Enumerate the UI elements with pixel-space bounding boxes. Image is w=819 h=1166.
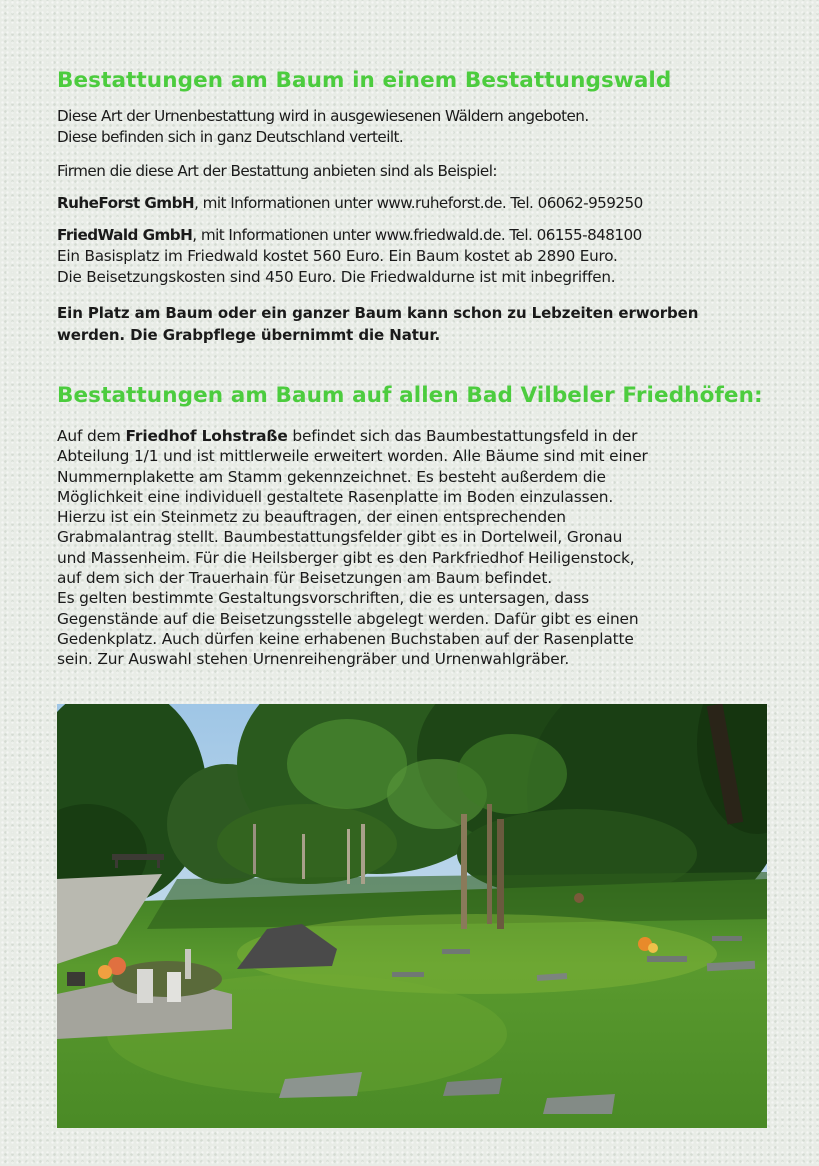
body-line: Gedenkplatz. Auch dürfen keine erhabenen Buchstaben auf der Rasenplatte (57, 629, 634, 648)
cemetery-photo (57, 704, 767, 1128)
body-line: auf dem sich der Trauerhain für Beisetzungen am Baum befindet. (57, 569, 552, 588)
friedhof-lohstrasse: Friedhof Lohstraße (125, 427, 288, 445)
ruheforst-name: RuheForst GmbH (57, 194, 195, 212)
emphasis-line-2: werden. Die Grabpflege übernimmt die Natur. (57, 326, 441, 344)
body-line: sein. Zur Auswahl stehen Urnenreihengräber und Urnenwahlgräber. (57, 650, 570, 669)
ruheforst-entry (57, 193, 643, 214)
friedwald-name: FriedWald GmbH (57, 226, 193, 244)
ruheforst-info: , mit Informationen unter www.ruheforst.de. Tel. 06062-959250 (194, 194, 643, 212)
body-line: Hierzu ist ein Steinmetz zu beauftragen, der einen entsprechenden (57, 508, 566, 527)
body-line: Nummernplakette am Stamm gekennzeichnet. Es besteht außerdem die (57, 467, 606, 486)
friedwald-line-1 (57, 225, 642, 246)
body-line-1-pre: Auf dem (57, 427, 126, 445)
section2-heading: Bestattungen am Baum auf allen Bad Vilbeler Friedhöfen: (57, 383, 763, 408)
section1-intro (57, 106, 589, 148)
body-line: und Massenheim. Für die Heilsberger gibt es den Parkfriedhof Heiligenstock, (57, 548, 635, 567)
section1-heading: Bestattungen am Baum in einem Bestattungswald (57, 68, 672, 93)
section2-body (57, 426, 648, 670)
emphasis-line-1: Ein Platz am Baum oder ein ganzer Baum kann schon zu Lebzeiten erworben (57, 304, 699, 322)
friedwald-entry (57, 225, 642, 288)
emphasis-paragraph (57, 302, 698, 346)
body-line: Es gelten bestimmte Gestaltungsvorschriften, die es untersagen, dass (57, 589, 590, 608)
friedwald-line-3: Die Beisetzungskosten sind 450 Euro. Die Friedwaldurne ist mit inbegriffen. (57, 268, 616, 286)
friedwald-info: , mit Informationen unter www.friedwald.de. Tel. 06155-848100 (192, 226, 642, 244)
intro-line-2: Diese befinden sich in ganz Deutschland verteilt. (57, 128, 404, 146)
body-line: Gegenstände auf die Beisetzungsstelle abgelegt werden. Dafür gibt es einen (57, 609, 639, 628)
intro-line-1: Diese Art der Urnenbestattung wird in ausgewiesenen Wäldern angeboten. (57, 107, 589, 125)
body-line: Möglichkeit eine individuell gestaltete Rasenplatte im Boden einzulassen. (57, 487, 614, 506)
body-line-1 (57, 426, 648, 446)
cemetery-photo-illustration (57, 704, 767, 1128)
body-line: Grabmalantrag stellt. Baumbestattungsfelder gibt es in Dortelweil, Gronau (57, 528, 623, 547)
body-line-1-post: befindet sich das Baumbestattungsfeld in der (287, 427, 638, 445)
firms-intro: Firmen die diese Art der Bestattung anbieten sind als Beispiel: (57, 162, 497, 180)
friedwald-line-2: Ein Basisplatz im Friedwald kostet 560 Euro. Ein Baum kostet ab 2890 Euro. (57, 247, 618, 265)
body-line: Abteilung 1/1 und ist mittlerweile erweitert worden. Alle Bäume sind mit einer (57, 447, 648, 466)
